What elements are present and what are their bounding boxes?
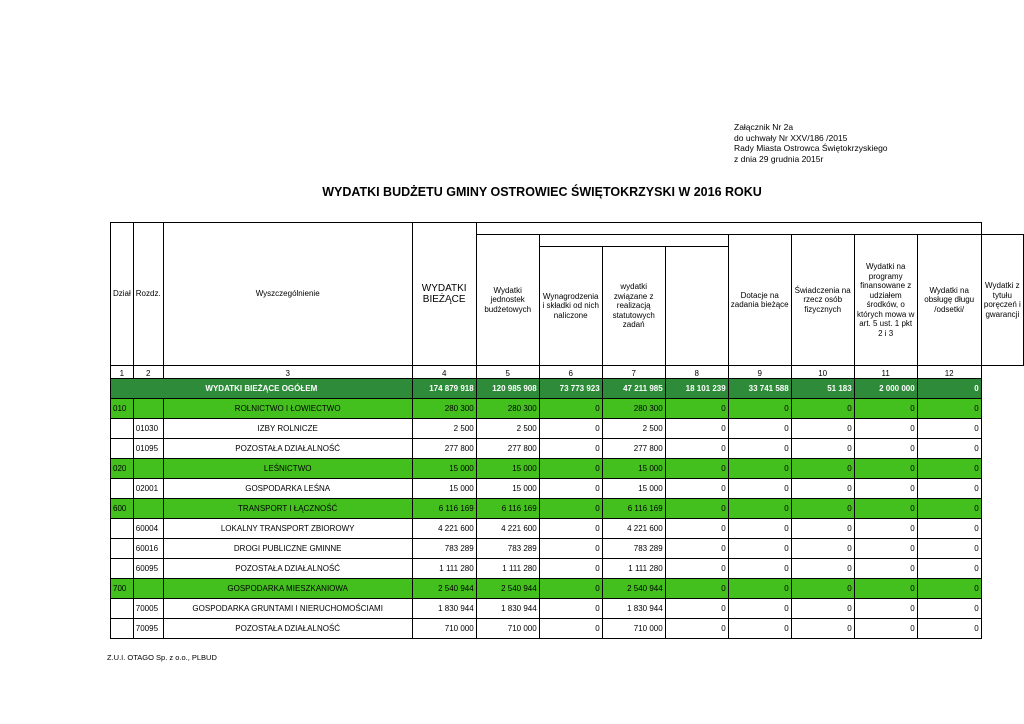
row-value: 0 [854, 439, 917, 459]
row-name: LEŚNICTWO [163, 459, 412, 479]
header-benefits: Świadczenia na rzecz osób fizycznych [791, 235, 854, 366]
row-value: 0 [539, 399, 602, 419]
row-value: 4 221 600 [602, 519, 665, 539]
table-row [111, 519, 1024, 539]
row-value: 0 [917, 539, 981, 559]
row-value: 33 741 588 [728, 379, 791, 399]
row-value: 73 773 923 [539, 379, 602, 399]
row-rozdz [133, 459, 163, 479]
row-value: 1 111 280 [412, 559, 476, 579]
row-value: 0 [791, 439, 854, 459]
row-value: 0 [917, 379, 981, 399]
section-row [111, 459, 1024, 479]
row-value: 0 [917, 479, 981, 499]
row-rozdz: 60016 [133, 539, 163, 559]
row-value: 120 985 908 [476, 379, 539, 399]
row-value: 4 221 600 [476, 519, 539, 539]
header-grants: Dotacje na zadania bieżące [728, 235, 791, 366]
table-row [111, 479, 1024, 499]
column-number: 3 [163, 366, 412, 379]
row-value: 1 830 944 [602, 599, 665, 619]
row-value: 15 000 [476, 479, 539, 499]
row-value: 15 000 [476, 459, 539, 479]
column-number: 1 [111, 366, 134, 379]
row-rozdz: 60004 [133, 519, 163, 539]
row-value: 0 [854, 459, 917, 479]
row-dzial: 700 [111, 579, 134, 599]
row-name: POZOSTAŁA DZIAŁALNOŚĆ [163, 439, 412, 459]
column-number: 4 [412, 366, 476, 379]
header-spacer [539, 235, 728, 247]
row-dzial [111, 619, 134, 639]
row-value: 277 800 [476, 439, 539, 459]
row-value: 0 [665, 579, 728, 599]
row-value: 1 830 944 [476, 599, 539, 619]
row-value: 0 [539, 499, 602, 519]
row-value: 0 [791, 619, 854, 639]
annex-line: do uchwały Nr XXV/186 /2015 [734, 132, 848, 143]
row-value: 0 [728, 399, 791, 419]
row-dzial [111, 519, 134, 539]
row-rozdz: 01095 [133, 439, 163, 459]
table-row [111, 419, 1024, 439]
header-guarantees: Wydatki z tytułu poręczeń i gwarancji [981, 235, 1023, 366]
table-row [111, 439, 1024, 459]
row-value: 6 116 169 [412, 499, 476, 519]
row-value: 1 111 280 [476, 559, 539, 579]
row-value: 710 000 [412, 619, 476, 639]
row-dzial [111, 559, 134, 579]
row-value: 0 [539, 439, 602, 459]
row-value: 6 116 169 [476, 499, 539, 519]
row-rozdz [133, 399, 163, 419]
column-number: 6 [539, 366, 602, 379]
row-dzial: 010 [111, 399, 134, 419]
row-value: 0 [854, 559, 917, 579]
annex-line: Załącznik Nr 2a [734, 122, 794, 132]
document-title: WYDATKI BUDŻETU GMINY OSTROWIEC ŚWIĘTOKRZYSKI W 2016 ROKU [322, 185, 762, 199]
header-spacer [665, 247, 728, 366]
row-value: 1 830 944 [412, 599, 476, 619]
row-value: 0 [665, 479, 728, 499]
section-row [111, 499, 1024, 519]
column-number: 8 [665, 366, 728, 379]
row-value: 783 289 [412, 539, 476, 559]
row-value: 783 289 [476, 539, 539, 559]
table-row [111, 599, 1024, 619]
row-rozdz [133, 579, 163, 599]
column-number: 10 [791, 366, 854, 379]
row-value: 0 [665, 399, 728, 419]
row-value: 2 500 [412, 419, 476, 439]
row-dzial: 020 [111, 459, 134, 479]
row-name: POZOSTAŁA DZIAŁALNOŚĆ [163, 619, 412, 639]
row-name: GOSPODARKA LEŚNA [163, 479, 412, 499]
row-value: 0 [728, 619, 791, 639]
row-value: 0 [917, 559, 981, 579]
header-debt: Wydatki na obsługę długu /odsetki/ [917, 235, 981, 366]
row-value: 0 [539, 419, 602, 439]
row-value: 0 [917, 519, 981, 539]
row-value: 0 [854, 499, 917, 519]
row-value: 0 [791, 519, 854, 539]
header-current-expenses: WYDATKI BIEŻĄCE [412, 223, 476, 366]
row-value: 174 879 918 [412, 379, 476, 399]
column-number: 9 [728, 366, 791, 379]
table-row [111, 539, 1024, 559]
row-value: 15 000 [412, 479, 476, 499]
header-tasks: wydatki związane z realizacją statutowych zadań [602, 247, 665, 366]
row-value: 1 111 280 [602, 559, 665, 579]
row-value: 0 [917, 599, 981, 619]
annex-line: z dnia 29 grudnia 2015r [734, 153, 824, 164]
row-dzial [111, 479, 134, 499]
annex-line: Rady Miasta Ostrowca Świętokrzyskiego [734, 143, 888, 153]
row-value: 0 [539, 559, 602, 579]
row-value: 0 [539, 519, 602, 539]
row-value: 0 [539, 579, 602, 599]
row-value: 0 [665, 499, 728, 519]
row-value: 783 289 [602, 539, 665, 559]
row-name: TRANSPORT I ŁĄCZNOŚĆ [163, 499, 412, 519]
row-value: 0 [539, 599, 602, 619]
row-value: 0 [728, 439, 791, 459]
total-row [111, 379, 1024, 399]
row-name: ROLNICTWO I ŁOWIECTWO [163, 399, 412, 419]
row-value: 2 540 944 [412, 579, 476, 599]
row-value: 0 [728, 499, 791, 519]
row-rozdz: 60095 [133, 559, 163, 579]
header-salaries: Wynagrodzenia i składki od nich naliczone [539, 247, 602, 366]
row-value: 0 [791, 559, 854, 579]
row-dzial [111, 439, 134, 459]
column-number: 12 [917, 366, 981, 379]
row-rozdz: 01030 [133, 419, 163, 439]
row-value: 47 211 985 [602, 379, 665, 399]
row-value: 18 101 239 [665, 379, 728, 399]
row-value: 0 [917, 399, 981, 419]
section-row [111, 579, 1024, 599]
row-value: 0 [917, 619, 981, 639]
row-value: 0 [665, 519, 728, 539]
row-name: LOKALNY TRANSPORT ZBIOROWY [163, 519, 412, 539]
row-name: POZOSTAŁA DZIAŁALNOŚĆ [163, 559, 412, 579]
column-number: 11 [854, 366, 917, 379]
row-value: 280 300 [476, 399, 539, 419]
row-name: DROGI PUBLICZNE GMINNE [163, 539, 412, 559]
row-value: 0 [728, 419, 791, 439]
row-rozdz: 70095 [133, 619, 163, 639]
row-value: 2 540 944 [602, 579, 665, 599]
row-value: 0 [791, 539, 854, 559]
row-value: 0 [791, 479, 854, 499]
row-value: 0 [539, 459, 602, 479]
row-value: 0 [728, 579, 791, 599]
row-dzial [111, 539, 134, 559]
table-row [111, 559, 1024, 579]
row-name: WYDATKI BIEŻĄCE OGÓŁEM [111, 379, 413, 399]
row-value: 0 [791, 599, 854, 619]
row-value: 0 [854, 579, 917, 599]
table-row [111, 619, 1024, 639]
row-value: 6 116 169 [602, 499, 665, 519]
row-value: 0 [728, 479, 791, 499]
row-value: 710 000 [476, 619, 539, 639]
row-value: 0 [728, 599, 791, 619]
row-value: 51 183 [791, 379, 854, 399]
row-value: 280 300 [602, 399, 665, 419]
row-name: IZBY ROLNICZE [163, 419, 412, 439]
row-value: 0 [665, 539, 728, 559]
row-rozdz: 70005 [133, 599, 163, 619]
header-spacer [476, 223, 981, 235]
row-value: 0 [665, 419, 728, 439]
row-value: 0 [854, 419, 917, 439]
row-name: GOSPODARKA MIESZKANIOWA [163, 579, 412, 599]
row-value: 0 [665, 619, 728, 639]
column-number: 7 [602, 366, 665, 379]
row-value: 0 [728, 559, 791, 579]
row-value: 0 [917, 419, 981, 439]
row-value: 0 [728, 459, 791, 479]
row-value: 2 540 944 [476, 579, 539, 599]
row-value: 0 [791, 419, 854, 439]
row-dzial [111, 599, 134, 619]
row-value: 0 [665, 599, 728, 619]
row-value: 277 800 [602, 439, 665, 459]
row-value: 0 [539, 539, 602, 559]
section-row [111, 399, 1024, 419]
row-value: 0 [917, 459, 981, 479]
column-number: 5 [476, 366, 539, 379]
column-number: 2 [133, 366, 163, 379]
row-value: 0 [665, 559, 728, 579]
row-dzial [111, 419, 134, 439]
row-value: 0 [854, 539, 917, 559]
row-value: 0 [539, 619, 602, 639]
row-value: 0 [917, 579, 981, 599]
row-value: 15 000 [412, 459, 476, 479]
row-value: 2 000 000 [854, 379, 917, 399]
row-value: 15 000 [602, 479, 665, 499]
row-value: 0 [917, 439, 981, 459]
row-value: 710 000 [602, 619, 665, 639]
row-value: 0 [791, 459, 854, 479]
row-value: 280 300 [412, 399, 476, 419]
budget-table [110, 222, 1024, 639]
row-name: GOSPODARKA GRUNTAMI I NIERUCHOMOŚCIAMI [163, 599, 412, 619]
footer-note: Z.U.I. OTAGO Sp. z o.o., PLBUD [107, 653, 217, 662]
row-dzial: 600 [111, 499, 134, 519]
row-value: 0 [728, 539, 791, 559]
row-value: 2 500 [602, 419, 665, 439]
row-value: 0 [791, 499, 854, 519]
row-value: 15 000 [602, 459, 665, 479]
row-value: 0 [539, 479, 602, 499]
row-value: 0 [791, 399, 854, 419]
header-programs: Wydatki na programy finansowane z udziałem środków, o których mowa w art. 5 ust. 1 pkt 2 i 3 [854, 235, 917, 366]
row-value: 0 [854, 599, 917, 619]
table-body [111, 379, 1024, 639]
row-value: 0 [917, 499, 981, 519]
row-rozdz: 02001 [133, 479, 163, 499]
header-name: Wyszczególnienie [163, 223, 412, 366]
row-value: 0 [854, 479, 917, 499]
row-value: 0 [665, 439, 728, 459]
row-value: 0 [854, 399, 917, 419]
header-units: Wydatki jednostek budżetowych [476, 235, 539, 366]
header-rozdz: Rozdz. [133, 223, 163, 366]
row-value: 0 [791, 579, 854, 599]
row-value: 0 [854, 619, 917, 639]
row-rozdz [133, 499, 163, 519]
row-value: 277 800 [412, 439, 476, 459]
annex-note [734, 122, 888, 164]
row-value: 0 [854, 519, 917, 539]
row-value: 4 221 600 [412, 519, 476, 539]
column-number-row [111, 366, 1024, 379]
row-value: 0 [665, 459, 728, 479]
header-dzial: Dział [111, 223, 134, 366]
row-value: 0 [728, 519, 791, 539]
row-value: 2 500 [476, 419, 539, 439]
